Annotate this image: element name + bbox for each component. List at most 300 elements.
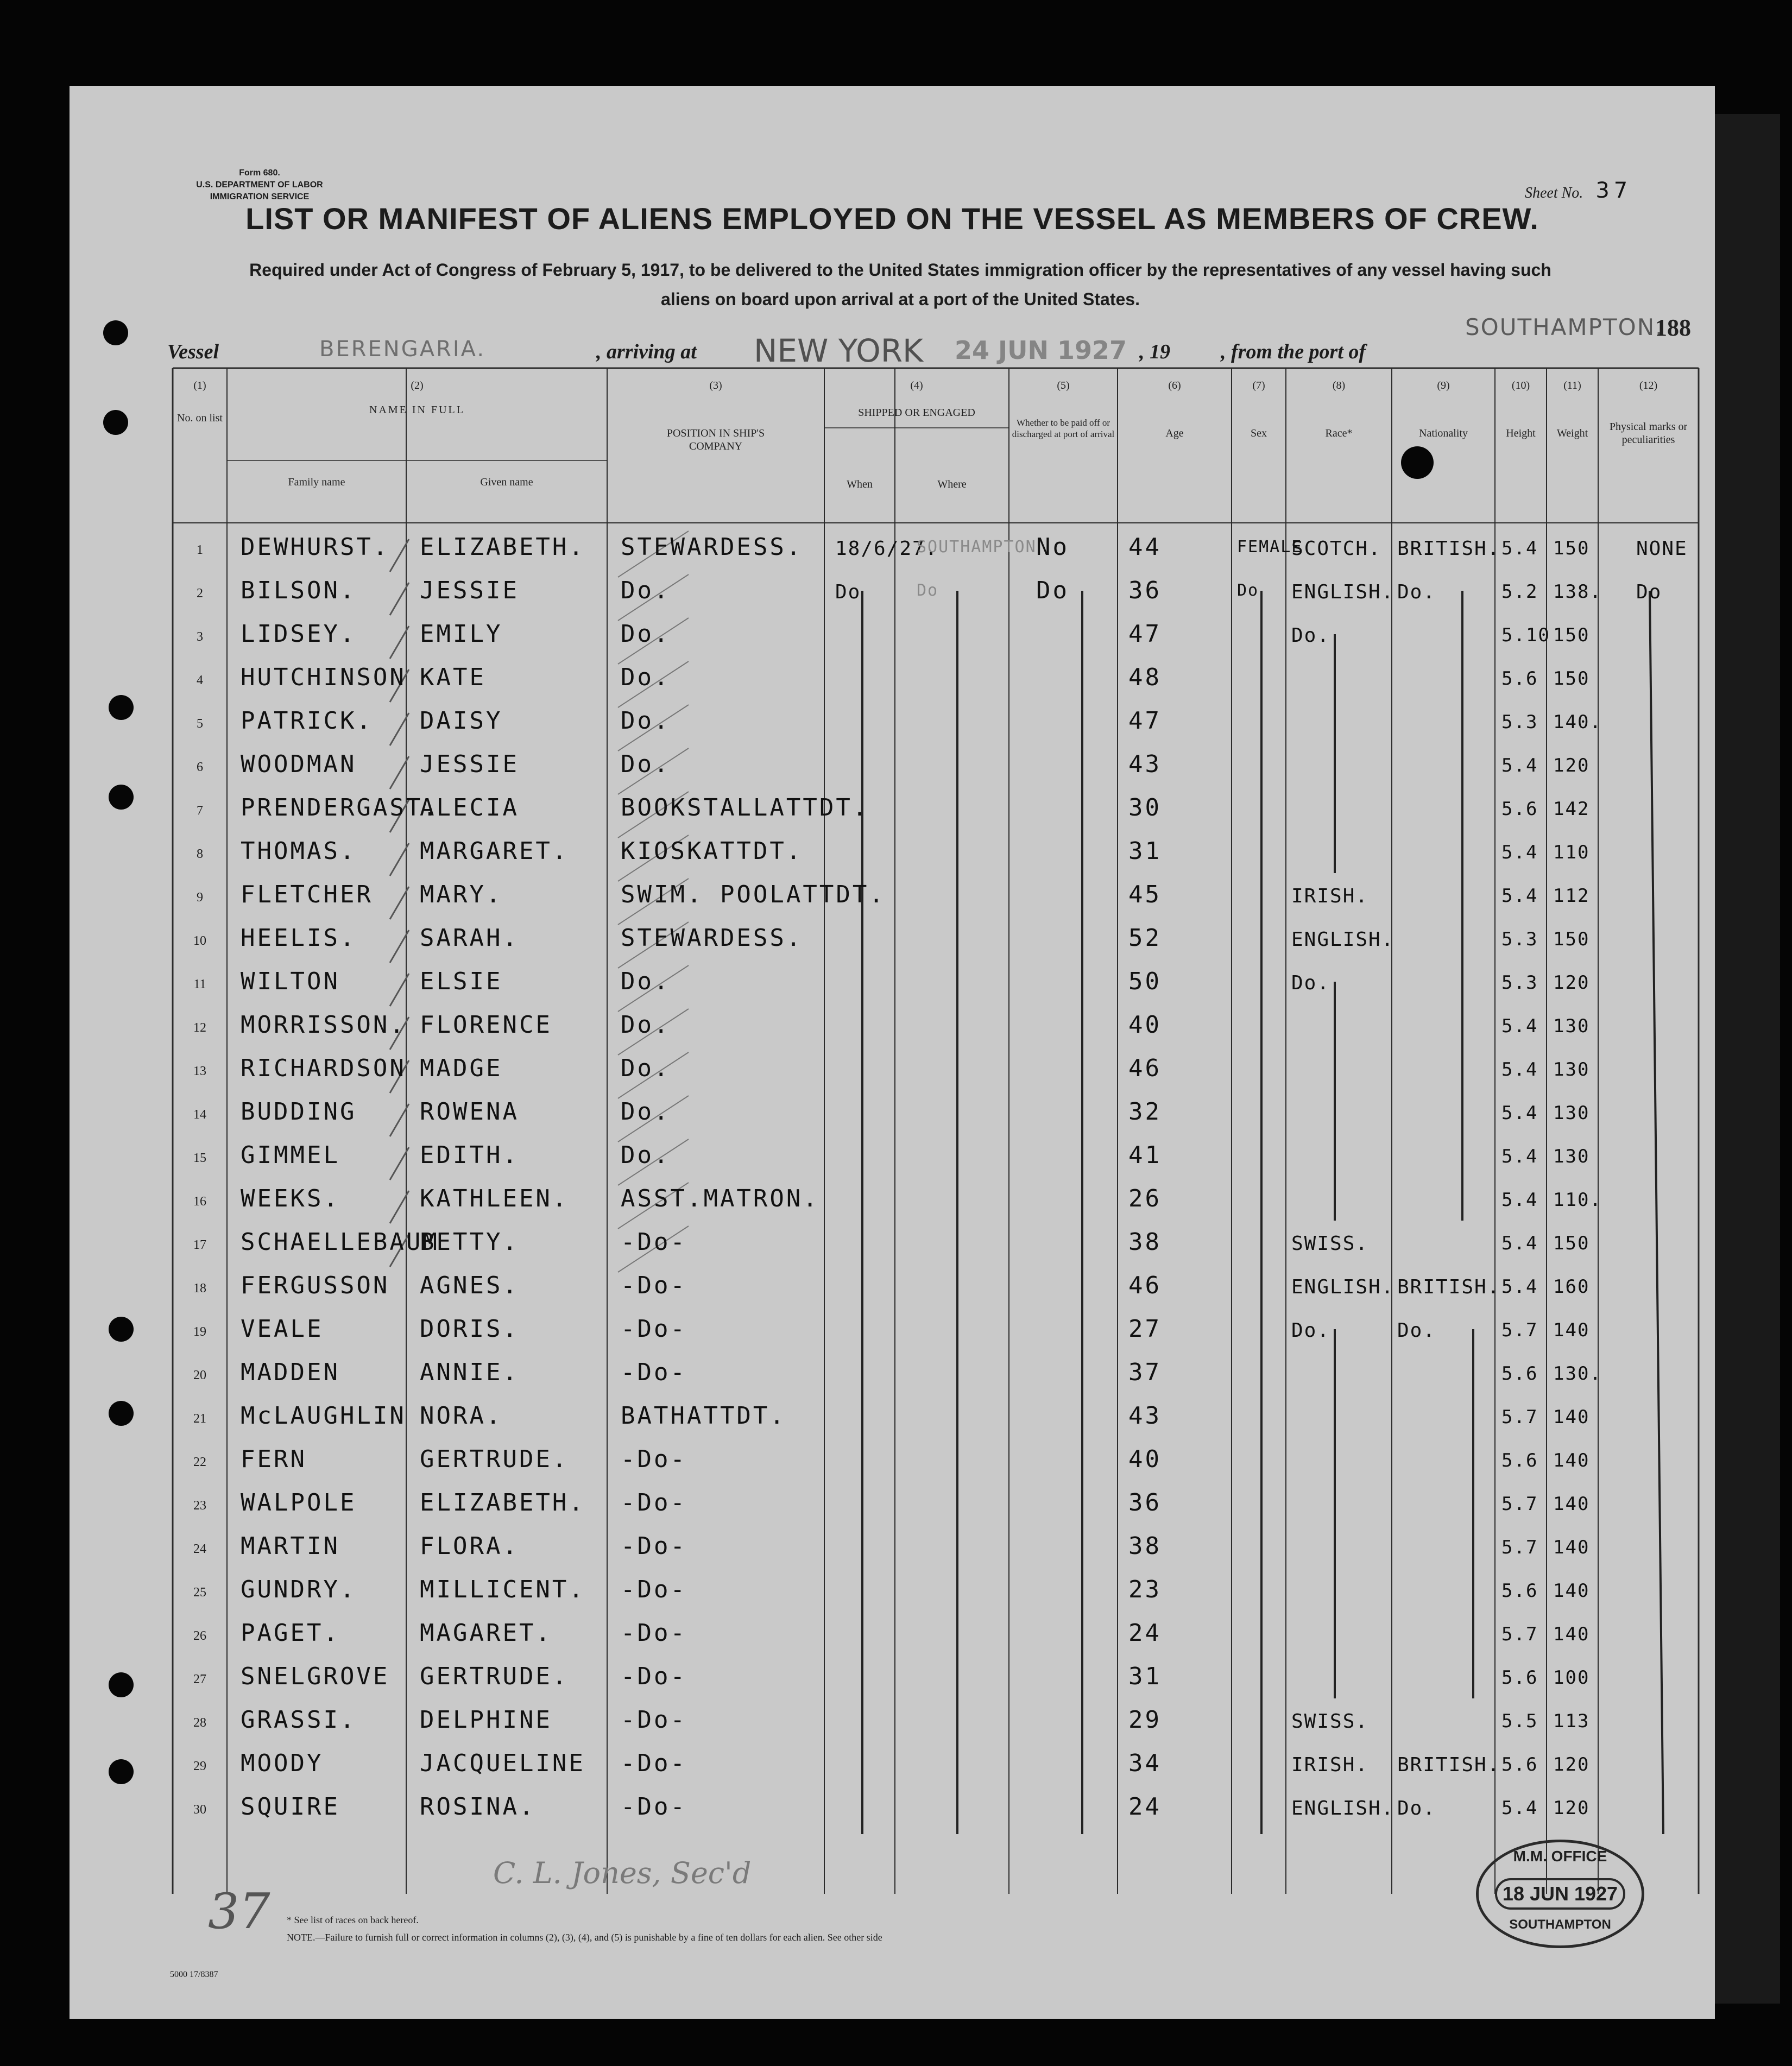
age-cell: 40 bbox=[1128, 1011, 1162, 1039]
row-number: 3 bbox=[197, 630, 203, 644]
weight-cell: 140 bbox=[1553, 1537, 1590, 1558]
family-name-cell: MARTIN bbox=[241, 1532, 340, 1560]
family-name-cell: SCHAELLEBAUM bbox=[241, 1228, 439, 1256]
position-cell: BOOKSTALLATTDT. bbox=[621, 794, 869, 822]
ditto-line bbox=[1650, 591, 1663, 1834]
family-name-cell: GIMMEL bbox=[241, 1141, 340, 1169]
age-cell: 26 bbox=[1128, 1185, 1162, 1212]
age-cell: 31 bbox=[1128, 1663, 1162, 1690]
column-header: (1) bbox=[193, 380, 206, 391]
family-name-cell: SQUIRE bbox=[241, 1793, 340, 1821]
weight-cell: 140 bbox=[1553, 1450, 1590, 1471]
race-cell: Do. bbox=[1291, 972, 1330, 994]
row-number: 9 bbox=[197, 890, 203, 905]
position-cell: Do. bbox=[621, 1054, 671, 1082]
family-name-cell: PATRICK. bbox=[241, 707, 373, 735]
family-name-cell: BILSON. bbox=[241, 577, 357, 604]
shipped-when-cell: Do bbox=[835, 581, 861, 603]
family-name-cell: GRASSI. bbox=[241, 1706, 357, 1734]
column-header: (11) bbox=[1563, 380, 1581, 391]
height-cell: 5.6 bbox=[1501, 1667, 1538, 1689]
family-name-cell: HUTCHINSON bbox=[241, 664, 406, 691]
column-header: (4) bbox=[910, 380, 923, 391]
row-number: 11 bbox=[193, 977, 206, 991]
shipped-when-cell: 18/6/27. bbox=[835, 538, 938, 560]
age-cell: 31 bbox=[1128, 837, 1162, 865]
given-name-cell: SARAH. bbox=[420, 924, 519, 952]
given-name-cell: MAGARET. bbox=[420, 1619, 552, 1647]
weight-cell: 112 bbox=[1553, 885, 1590, 907]
weight-cell: 150 bbox=[1553, 538, 1590, 559]
race-cell: ENGLISH. bbox=[1291, 1797, 1395, 1819]
age-cell: 52 bbox=[1128, 924, 1162, 952]
punch-hole bbox=[109, 1672, 134, 1697]
subtitle-line-1: Required under Act of Congress of February 5, 1917, to be delivered to the United States immigration officer by the representatives of any vessel having such bbox=[249, 260, 1551, 280]
position-cell: Do. bbox=[621, 707, 671, 735]
given-name-cell: KATE bbox=[420, 664, 486, 691]
column-header: Whether to be paid off or discharged at port of arrival bbox=[1012, 418, 1115, 439]
weight-cell: 138. bbox=[1553, 581, 1602, 603]
margin-mark: 37 bbox=[208, 1883, 270, 1940]
weight-cell: 150 bbox=[1553, 668, 1590, 690]
race-cell: ENGLISH. bbox=[1291, 928, 1395, 951]
race-cell: ENGLISH. bbox=[1291, 1276, 1395, 1298]
row-number: 29 bbox=[193, 1759, 206, 1773]
weight-cell: 140 bbox=[1553, 1493, 1590, 1515]
given-name-cell: ELSIE bbox=[420, 968, 503, 995]
height-cell: 5.5 bbox=[1501, 1710, 1538, 1732]
given-name-cell: ELIZABETH. bbox=[420, 1489, 585, 1517]
age-cell: 38 bbox=[1128, 1532, 1162, 1560]
mm-office-stamp bbox=[1476, 1840, 1644, 1948]
column-header: When bbox=[847, 478, 873, 490]
punch-hole bbox=[109, 785, 134, 810]
position-cell: -Do- bbox=[621, 1793, 687, 1821]
position-cell: Do. bbox=[621, 620, 671, 648]
row-number: 13 bbox=[193, 1064, 206, 1078]
race-cell: ENGLISH. bbox=[1291, 581, 1395, 603]
row-number: 17 bbox=[193, 1238, 206, 1252]
given-name-cell: AGNES. bbox=[420, 1272, 519, 1299]
position-cell: -Do- bbox=[621, 1359, 687, 1386]
weight-cell: 113 bbox=[1553, 1710, 1590, 1732]
row-number: 4 bbox=[197, 673, 203, 687]
family-name-cell: FERGUSSON bbox=[241, 1272, 390, 1299]
weight-cell: 150 bbox=[1553, 1233, 1590, 1254]
vessel-name: BERENGARIA. bbox=[319, 337, 486, 362]
height-cell: 5.2 bbox=[1501, 581, 1538, 603]
height-cell: 5.4 bbox=[1501, 1102, 1538, 1124]
given-name-cell: ROWENA bbox=[420, 1098, 519, 1126]
arriving-label: , arriving at bbox=[596, 340, 697, 363]
subtitle-line-2: aliens on board upon arrival at a port of the United States. bbox=[661, 289, 1140, 309]
row-number: 6 bbox=[197, 760, 203, 774]
column-header: (2) bbox=[411, 380, 424, 391]
given-name-cell: MARGARET. bbox=[420, 837, 569, 865]
row-number: 20 bbox=[193, 1368, 206, 1382]
given-name-cell: MARY. bbox=[420, 881, 503, 908]
given-name-cell: DELPHINE bbox=[420, 1706, 552, 1734]
age-cell: 36 bbox=[1128, 1489, 1162, 1517]
weight-cell: 120 bbox=[1553, 1754, 1590, 1776]
height-cell: 5.7 bbox=[1501, 1406, 1538, 1428]
row-number: 18 bbox=[193, 1281, 206, 1296]
height-cell: 5.4 bbox=[1501, 842, 1538, 863]
height-cell: 5.6 bbox=[1501, 668, 1538, 690]
weight-cell: 140 bbox=[1553, 1623, 1590, 1645]
height-cell: 5.4 bbox=[1501, 1146, 1538, 1167]
marks-cell: NONE bbox=[1636, 538, 1688, 560]
given-name-cell: MILLICENT. bbox=[420, 1576, 585, 1603]
age-cell: 46 bbox=[1128, 1272, 1162, 1299]
weight-cell: 130. bbox=[1553, 1363, 1602, 1385]
sheet-number-label: Sheet No. bbox=[1525, 185, 1583, 201]
race-cell: IRISH. bbox=[1291, 885, 1369, 907]
sex-cell: Do bbox=[1237, 581, 1259, 600]
nationality-cell: Do. bbox=[1397, 1797, 1436, 1819]
given-name-cell: GERTRUDE. bbox=[420, 1663, 569, 1690]
position-cell: BATHATTDT. bbox=[621, 1402, 786, 1430]
row-number: 27 bbox=[193, 1672, 206, 1686]
weight-cell: 120 bbox=[1553, 1797, 1590, 1819]
family-name-cell: PRENDERGAST. bbox=[241, 794, 439, 822]
position-cell: ASST.MATRON. bbox=[621, 1185, 819, 1212]
height-cell: 5.6 bbox=[1501, 798, 1538, 820]
height-cell: 5.7 bbox=[1501, 1319, 1538, 1341]
column-header: Nationality bbox=[1419, 427, 1468, 439]
weight-cell: 120 bbox=[1553, 972, 1590, 994]
given-name-cell: EDITH. bbox=[420, 1141, 519, 1169]
age-cell: 47 bbox=[1128, 620, 1162, 648]
height-cell: 5.4 bbox=[1501, 1276, 1538, 1298]
sex-cell: FEMALE bbox=[1237, 538, 1303, 557]
family-name-cell: THOMAS. bbox=[241, 837, 357, 865]
arriving-port: NEW YORK bbox=[754, 332, 924, 369]
row-number: 30 bbox=[193, 1803, 206, 1817]
age-cell: 36 bbox=[1128, 577, 1162, 604]
age-cell: 43 bbox=[1128, 750, 1162, 778]
punch-hole bbox=[103, 410, 128, 435]
position-cell: -Do- bbox=[621, 1749, 687, 1777]
manifest-number: 188 bbox=[1655, 314, 1691, 341]
row-number: 5 bbox=[197, 717, 203, 731]
weight-cell: 130 bbox=[1553, 1102, 1590, 1124]
column-header: Age bbox=[1165, 427, 1184, 439]
column-header: (10) bbox=[1511, 380, 1530, 391]
height-cell: 5.4 bbox=[1501, 538, 1538, 559]
column-header: SHIPPED OR ENGAGED bbox=[858, 407, 975, 419]
age-cell: 34 bbox=[1128, 1749, 1162, 1777]
height-cell: 5.3 bbox=[1501, 928, 1538, 950]
weight-cell: 130 bbox=[1553, 1146, 1590, 1167]
age-cell: 44 bbox=[1128, 533, 1162, 561]
age-cell: 27 bbox=[1128, 1315, 1162, 1343]
age-cell: 30 bbox=[1128, 794, 1162, 822]
column-header: (5) bbox=[1057, 380, 1070, 391]
given-name-cell: KATHLEEN. bbox=[420, 1185, 569, 1212]
weight-cell: 150 bbox=[1553, 624, 1590, 646]
row-number: 2 bbox=[197, 586, 203, 601]
age-cell: 37 bbox=[1128, 1359, 1162, 1386]
family-name-cell: MADDEN bbox=[241, 1359, 340, 1386]
position-cell: STEWARDESS. bbox=[621, 533, 803, 561]
weight-cell: 110. bbox=[1553, 1189, 1602, 1211]
height-cell: 5.7 bbox=[1501, 1537, 1538, 1558]
nationality-cell: BRITISH. bbox=[1397, 1754, 1500, 1776]
form-service: IMMIGRATION SERVICE bbox=[210, 192, 310, 201]
nationality-cell: BRITISH. bbox=[1397, 1276, 1500, 1298]
height-cell: 5.4 bbox=[1501, 1059, 1538, 1081]
column-header: Family name bbox=[288, 476, 345, 488]
height-cell: 5.10 bbox=[1501, 624, 1550, 646]
given-name-cell: NORA. bbox=[420, 1402, 503, 1430]
row-number: 14 bbox=[193, 1108, 206, 1122]
punch-hole bbox=[109, 695, 134, 720]
row-number: 25 bbox=[193, 1585, 206, 1600]
scan-shadow bbox=[1715, 114, 1780, 2004]
shipped-where-cell: SOUTHAMPTON bbox=[917, 538, 1037, 557]
age-cell: 38 bbox=[1128, 1228, 1162, 1256]
height-cell: 5.7 bbox=[1501, 1493, 1538, 1515]
column-header: Race* bbox=[1325, 427, 1353, 439]
sheet-number-value: 37 bbox=[1595, 178, 1632, 203]
position-cell: -Do- bbox=[621, 1445, 687, 1473]
position-cell: Do. bbox=[621, 577, 671, 604]
position-cell: -Do- bbox=[621, 1663, 687, 1690]
punch-hole bbox=[1401, 446, 1434, 479]
family-name-cell: MOODY bbox=[241, 1749, 324, 1777]
given-name-cell: ELIZABETH. bbox=[420, 533, 585, 561]
race-cell: SWISS. bbox=[1291, 1233, 1369, 1255]
age-cell: 32 bbox=[1128, 1098, 1162, 1126]
position-cell: STEWARDESS. bbox=[621, 924, 803, 952]
document-title: LIST OR MANIFEST OF ALIENS EMPLOYED ON THE VESSEL AS MEMBERS OF CREW. bbox=[245, 201, 1539, 236]
height-cell: 5.6 bbox=[1501, 1754, 1538, 1776]
race-cell: SCOTCH. bbox=[1291, 538, 1381, 560]
row-number: 12 bbox=[193, 1021, 206, 1035]
print-code: 5000 17/8387 bbox=[170, 1970, 218, 1979]
given-name-cell: GERTRUDE. bbox=[420, 1445, 569, 1473]
given-name-cell: JESSIE bbox=[420, 577, 519, 604]
row-number: 8 bbox=[197, 847, 203, 861]
shipped-where-cell: Do bbox=[917, 581, 939, 600]
family-name-cell: GUNDRY. bbox=[241, 1576, 357, 1603]
family-name-cell: McLAUGHLIN bbox=[241, 1402, 406, 1430]
position-cell: SWIM. POOLATTDT. bbox=[621, 881, 886, 908]
punch-hole bbox=[109, 1317, 134, 1342]
column-header: Where bbox=[937, 478, 967, 490]
footnote-races: * See list of races on back hereof. bbox=[287, 1915, 419, 1925]
position-cell: Do. bbox=[621, 1141, 671, 1169]
given-name-cell: DAISY bbox=[420, 707, 503, 735]
column-header: NAME IN FULL bbox=[369, 404, 465, 416]
weight-cell: 140 bbox=[1553, 1580, 1590, 1602]
row-number: 16 bbox=[193, 1195, 206, 1209]
weight-cell: 130 bbox=[1553, 1059, 1590, 1081]
punch-hole bbox=[109, 1401, 134, 1426]
nationality-cell: Do. bbox=[1397, 1319, 1436, 1342]
age-cell: 40 bbox=[1128, 1445, 1162, 1473]
column-header: Given name bbox=[480, 476, 533, 488]
given-name-cell: ANNIE. bbox=[420, 1359, 519, 1386]
row-number: 1 bbox=[197, 543, 203, 557]
position-cell: -Do- bbox=[621, 1272, 687, 1299]
row-number: 23 bbox=[193, 1499, 206, 1513]
position-cell: -Do- bbox=[621, 1228, 687, 1256]
position-cell: -Do- bbox=[621, 1706, 687, 1734]
position-cell: Do. bbox=[621, 968, 671, 995]
column-header: (12) bbox=[1639, 380, 1658, 391]
position-cell: -Do- bbox=[621, 1315, 687, 1343]
weight-cell: 110 bbox=[1553, 842, 1590, 863]
position-cell: KIOSKATTDT. bbox=[621, 837, 803, 865]
arrival-date-stamp: 24 JUN 1927 bbox=[955, 336, 1127, 365]
from-label: , from the port of bbox=[1221, 340, 1366, 363]
age-cell: 45 bbox=[1128, 881, 1162, 908]
stamp-port: SOUTHAMPTON bbox=[1509, 1917, 1611, 1932]
family-name-cell: SNELGROVE bbox=[241, 1663, 390, 1690]
position-cell: Do. bbox=[621, 1011, 671, 1039]
position-cell: Do. bbox=[621, 750, 671, 778]
height-cell: 5.6 bbox=[1501, 1450, 1538, 1471]
row-number: 15 bbox=[193, 1151, 206, 1165]
paid-off-cell: Do bbox=[1036, 577, 1069, 604]
race-cell: Do. bbox=[1291, 1319, 1330, 1342]
given-name-cell: FLORA. bbox=[420, 1532, 519, 1560]
paid-off-cell: No bbox=[1036, 533, 1069, 561]
height-cell: 5.6 bbox=[1501, 1580, 1538, 1602]
age-cell: 29 bbox=[1128, 1706, 1162, 1734]
race-cell: Do. bbox=[1291, 624, 1330, 647]
column-header: POSITION IN SHIP'S COMPANY bbox=[666, 427, 765, 452]
weight-cell: 120 bbox=[1553, 755, 1590, 776]
punch-hole bbox=[103, 320, 128, 345]
position-cell: -Do- bbox=[621, 1532, 687, 1560]
age-cell: 48 bbox=[1128, 664, 1162, 691]
row-number: 7 bbox=[197, 804, 203, 818]
weight-cell: 100 bbox=[1553, 1667, 1590, 1689]
given-name-cell: BETTY. bbox=[420, 1228, 519, 1256]
manifest-sheet bbox=[70, 86, 1715, 2019]
age-cell: 46 bbox=[1128, 1054, 1162, 1082]
row-number: 28 bbox=[193, 1716, 206, 1730]
footnote-penalty: NOTE.—Failure to furnish full or correct information in columns (2), (3), (4), and (5) is punishable by a fine of ten dollars for each alien. See other side bbox=[287, 1932, 882, 1943]
family-name-cell: FERN bbox=[241, 1445, 307, 1473]
column-header: Physical marks or peculiarities bbox=[1609, 421, 1688, 446]
given-name-cell: FLORENCE bbox=[420, 1011, 552, 1039]
family-name-cell: WILTON bbox=[241, 968, 340, 995]
given-name-cell: DORIS. bbox=[420, 1315, 519, 1343]
vessel-label: Vessel bbox=[167, 340, 219, 363]
family-name-cell: WOODMAN bbox=[241, 750, 357, 778]
stamp-office: M.M. OFFICE bbox=[1513, 1848, 1607, 1865]
given-name-cell: ALECIA bbox=[420, 794, 519, 822]
form-number: Form 680. bbox=[239, 168, 280, 178]
column-header: (8) bbox=[1332, 380, 1346, 391]
position-cell: -Do- bbox=[621, 1619, 687, 1647]
family-name-cell: LIDSEY. bbox=[241, 620, 357, 648]
height-cell: 5.3 bbox=[1501, 972, 1538, 994]
from-port: SOUTHAMPTON. bbox=[1465, 314, 1664, 340]
age-cell: 50 bbox=[1128, 968, 1162, 995]
weight-cell: 140 bbox=[1553, 1406, 1590, 1428]
row-number: 22 bbox=[193, 1455, 206, 1469]
family-name-cell: WALPOLE bbox=[241, 1489, 357, 1517]
height-cell: 5.4 bbox=[1501, 1189, 1538, 1211]
position-cell: Do. bbox=[621, 664, 671, 691]
family-name-cell: FLETCHER bbox=[241, 881, 373, 908]
row-number: 24 bbox=[193, 1542, 206, 1556]
height-cell: 5.6 bbox=[1501, 1363, 1538, 1385]
age-cell: 24 bbox=[1128, 1793, 1162, 1821]
family-name-cell: PAGET. bbox=[241, 1619, 340, 1647]
family-name-cell: VEALE bbox=[241, 1315, 324, 1343]
family-name-cell: WEEKS. bbox=[241, 1185, 340, 1212]
age-cell: 47 bbox=[1128, 707, 1162, 735]
height-cell: 5.4 bbox=[1501, 885, 1538, 907]
weight-cell: 160 bbox=[1553, 1276, 1590, 1298]
family-name-cell: HEELIS. bbox=[241, 924, 357, 952]
age-cell: 24 bbox=[1128, 1619, 1162, 1647]
height-cell: 5.4 bbox=[1501, 755, 1538, 776]
marks-cell: Do bbox=[1636, 581, 1662, 603]
given-name-cell: JESSIE bbox=[420, 750, 519, 778]
given-name-cell: EMILY bbox=[420, 620, 503, 648]
height-cell: 5.3 bbox=[1501, 711, 1538, 733]
height-cell: 5.4 bbox=[1501, 1797, 1538, 1819]
column-header: No. on list bbox=[177, 412, 223, 424]
column-header: Weight bbox=[1556, 427, 1588, 439]
race-cell: IRISH. bbox=[1291, 1754, 1369, 1776]
position-cell: Do. bbox=[621, 1098, 671, 1126]
family-name-cell: MORRISSON. bbox=[241, 1011, 406, 1039]
year-label: , 19 bbox=[1139, 340, 1170, 363]
nationality-cell: Do. bbox=[1397, 581, 1436, 603]
weight-cell: 140 bbox=[1553, 1319, 1590, 1341]
column-header: (3) bbox=[709, 380, 722, 391]
officer-signature: C. L. Jones, Sec'd bbox=[493, 1856, 752, 1890]
weight-cell: 150 bbox=[1553, 928, 1590, 950]
position-cell: -Do- bbox=[621, 1576, 687, 1603]
given-name-cell: ROSINA. bbox=[420, 1793, 536, 1821]
column-header: Height bbox=[1506, 427, 1536, 439]
column-header: (7) bbox=[1252, 380, 1265, 391]
height-cell: 5.4 bbox=[1501, 1015, 1538, 1037]
form-department: U.S. DEPARTMENT OF LABOR bbox=[196, 180, 323, 189]
weight-cell: 140. bbox=[1553, 711, 1602, 733]
given-name-cell: MADGE bbox=[420, 1054, 503, 1082]
weight-cell: 130 bbox=[1553, 1015, 1590, 1037]
row-number: 26 bbox=[193, 1629, 206, 1643]
height-cell: 5.4 bbox=[1501, 1233, 1538, 1254]
row-number: 19 bbox=[193, 1325, 206, 1339]
age-cell: 41 bbox=[1128, 1141, 1162, 1169]
family-name-cell: RICHARDSON bbox=[241, 1054, 406, 1082]
position-cell: -Do- bbox=[621, 1489, 687, 1517]
family-name-cell: DEWHURST. bbox=[241, 533, 390, 561]
weight-cell: 142 bbox=[1553, 798, 1590, 820]
family-name-cell: BUDDING bbox=[241, 1098, 357, 1126]
column-header: Sex bbox=[1251, 427, 1267, 439]
row-number: 10 bbox=[193, 934, 206, 948]
height-cell: 5.7 bbox=[1501, 1623, 1538, 1645]
race-cell: SWISS. bbox=[1291, 1710, 1369, 1733]
punch-hole bbox=[109, 1759, 134, 1784]
age-cell: 43 bbox=[1128, 1402, 1162, 1430]
given-name-cell: JACQUELINE bbox=[420, 1749, 585, 1777]
age-cell: 23 bbox=[1128, 1576, 1162, 1603]
column-header: (6) bbox=[1168, 380, 1181, 391]
